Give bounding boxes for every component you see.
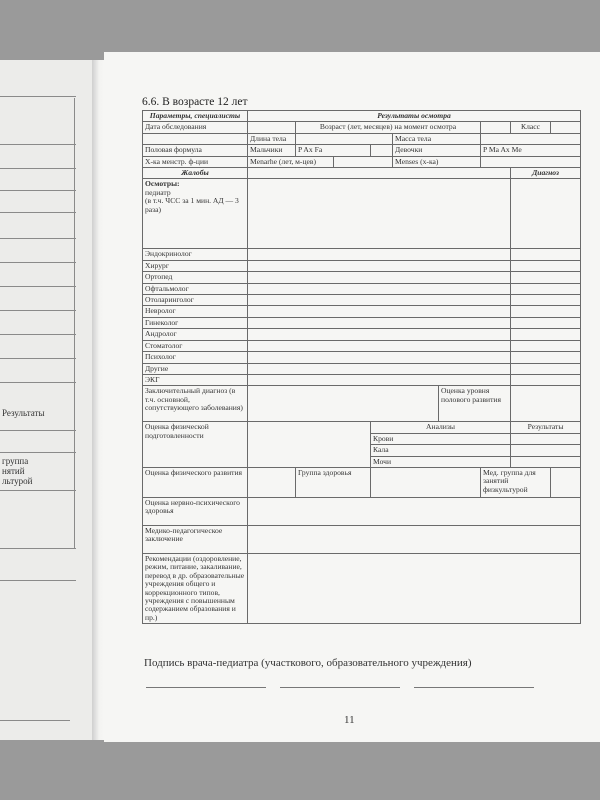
left-rule: [0, 168, 76, 169]
menarhe-value[interactable]: [334, 156, 393, 167]
phys-fitness-label: Оценка физической подготовленности: [143, 422, 248, 468]
age-label: Возраст (лет, месяцев) на момент осмотра: [296, 122, 481, 133]
page-number: 11: [344, 714, 355, 726]
specialist-gynecologist: Гинеколог: [143, 317, 248, 328]
complaints-header: Жалобы: [143, 168, 248, 179]
left-rule: [0, 190, 76, 191]
phys-dev-label: Оценка физического развития: [143, 467, 248, 497]
left-rule: [0, 430, 76, 431]
pediatrician-findings[interactable]: [248, 179, 511, 249]
specialist-endocrinologist: Эндокринолог: [143, 249, 248, 260]
menses-label: Menses (х-ка): [393, 156, 481, 167]
left-rule: [0, 212, 76, 213]
specialist-findings[interactable]: [248, 363, 511, 374]
boys-label: Мальчики: [248, 145, 296, 156]
recommendations-label: Рекомендации (оздоровление, режим, питание, закаливание, перевод в др. образовательные учреждения общего и коррекционного типов, учреждения с повышенным содержанием образования и пр.): [143, 553, 248, 623]
specialist-orthopedist: Ортопед: [143, 272, 248, 283]
recommendations-value[interactable]: [248, 553, 581, 623]
sexual-dev-label: Оценка уровня полового развития: [439, 386, 511, 422]
exam-date-value[interactable]: [248, 122, 296, 133]
left-rule: [0, 334, 76, 335]
blank-cell: [143, 133, 248, 144]
sexual-dev-value[interactable]: [511, 386, 581, 422]
specialist-findings[interactable]: [248, 329, 511, 340]
medped-value[interactable]: [248, 525, 581, 553]
analysis-feces-result[interactable]: [511, 445, 581, 456]
left-classes-label: нятий: [2, 466, 25, 476]
left-rule: [0, 548, 76, 549]
med-group-label: Мед. группа для занятий физкультурой: [481, 467, 551, 497]
signature-line[interactable]: [280, 687, 400, 688]
specialist-diagnosis[interactable]: [511, 352, 581, 363]
left-rule: [0, 286, 76, 287]
left-rule: [0, 580, 76, 581]
left-rule: [0, 452, 76, 453]
pediatrician-diagnosis[interactable]: [511, 179, 581, 249]
specialist-diagnosis[interactable]: [511, 272, 581, 283]
specialist-diagnosis[interactable]: [511, 283, 581, 294]
book-spine: [92, 60, 104, 740]
neuro-label: Оценка нервно-психического здоровья: [143, 497, 248, 525]
left-rule: [0, 382, 76, 383]
signature-caption: Подпись врача-педиатра (участкового, образовательного учреждения): [144, 657, 472, 669]
analyses-header: Анализы: [371, 422, 511, 433]
exam-date-label: Дата обследования: [143, 122, 248, 133]
exams-cell: [143, 179, 248, 249]
specialist-ecg: ЭКГ: [143, 374, 248, 385]
specialist-findings[interactable]: [248, 295, 511, 306]
signature-line[interactable]: [146, 687, 266, 688]
header-params: Параметры, специалисты: [143, 111, 248, 122]
analysis-blood: Крови: [371, 433, 511, 444]
specialist-diagnosis[interactable]: [511, 374, 581, 385]
neuro-value[interactable]: [248, 497, 581, 525]
right-page: [104, 52, 600, 742]
analysis-feces: Кала: [371, 445, 511, 456]
specialist-psychologist: Психолог: [143, 352, 248, 363]
body-mass-value[interactable]: [481, 133, 581, 144]
specialist-diagnosis[interactable]: [511, 317, 581, 328]
specialist-findings[interactable]: [248, 352, 511, 363]
exams-label: Осмотры:: [145, 179, 180, 189]
specialist-diagnosis[interactable]: [511, 295, 581, 306]
left-vertical-rule: [74, 98, 75, 548]
specialist-findings[interactable]: [248, 272, 511, 283]
left-page: [0, 60, 93, 740]
specialist-findings[interactable]: [248, 283, 511, 294]
grade-label: Класс: [511, 122, 551, 133]
specialist-ophthalmologist: Офтальмолог: [143, 283, 248, 294]
specialist-findings[interactable]: [248, 306, 511, 317]
menarhe-label: Menarhe (лет, м-цев): [248, 156, 334, 167]
specialist-diagnosis[interactable]: [511, 260, 581, 271]
specialist-diagnosis[interactable]: [511, 306, 581, 317]
sex-formula-label: Половая формула: [143, 145, 248, 156]
left-rule: [0, 490, 76, 491]
age-value[interactable]: [481, 122, 511, 133]
specialist-diagnosis[interactable]: [511, 329, 581, 340]
left-results-label: Результаты: [2, 408, 45, 418]
left-rule: [0, 144, 76, 145]
complaints-value[interactable]: [248, 168, 511, 179]
left-culture-label: льтурой: [2, 476, 33, 486]
diagnosis-header: Диагноз: [511, 168, 581, 179]
section-title: 6.6. В возрасте 12 лет: [142, 96, 248, 108]
specialist-dentist: Стоматолог: [143, 340, 248, 351]
body-mass-label: Масса тела: [393, 133, 481, 144]
boys-formula: P Ax Fa: [296, 145, 371, 156]
phys-dev-value[interactable]: [248, 467, 296, 497]
specialist-surgeon: Хирург: [143, 260, 248, 271]
left-rule: [0, 358, 76, 359]
specialist-ent: Отоларинголог: [143, 295, 248, 306]
medped-label: Медико-педагогическое заключение: [143, 525, 248, 553]
menses-value[interactable]: [481, 156, 581, 167]
analysis-urine-result[interactable]: [511, 456, 581, 467]
specialist-diagnosis[interactable]: [511, 249, 581, 260]
exam-form-table: [142, 110, 581, 624]
boys-value[interactable]: [371, 145, 393, 156]
girls-label: Девочки: [393, 145, 481, 156]
header-results: Результаты осмотра: [248, 111, 581, 122]
specialist-findings[interactable]: [248, 260, 511, 271]
med-group-value[interactable]: [551, 467, 581, 497]
pediatrician-label: педиатр: [145, 187, 171, 197]
specialist-findings[interactable]: [248, 317, 511, 328]
left-rule: [0, 310, 76, 311]
left-rule: [0, 720, 70, 721]
signature-line[interactable]: [414, 687, 534, 688]
grade-value[interactable]: [551, 122, 581, 133]
specialist-diagnosis[interactable]: [511, 340, 581, 351]
body-length-label: Длина тела: [248, 133, 296, 144]
specialist-findings[interactable]: [248, 340, 511, 351]
health-group-label: Группа здоровья: [296, 467, 371, 497]
menstr-label: Х-ка менстр. ф-ции: [143, 156, 248, 167]
results-header: Результаты: [511, 422, 581, 433]
pediatrician-note: (в т.ч. ЧСС за 1 мин. АД — 3 раза): [145, 196, 239, 214]
left-rule: [0, 262, 76, 263]
analysis-urine: Мочи: [371, 456, 511, 467]
left-rule: [0, 238, 76, 239]
body-length-value[interactable]: [296, 133, 393, 144]
girls-formula: P Ma Ax Me: [481, 145, 581, 156]
final-diagnosis-value[interactable]: [248, 386, 439, 422]
specialist-others: Другие: [143, 363, 248, 374]
final-diagnosis-label: Заключительный диагноз (в т.ч. основной, сопутствующего заболевания): [143, 386, 248, 422]
specialist-findings[interactable]: [248, 249, 511, 260]
analysis-blood-result[interactable]: [511, 433, 581, 444]
specialist-findings[interactable]: [248, 374, 511, 385]
specialist-neurologist: Невролог: [143, 306, 248, 317]
specialist-diagnosis[interactable]: [511, 363, 581, 374]
phys-fitness-value[interactable]: [248, 422, 371, 468]
health-group-value[interactable]: [371, 467, 481, 497]
left-rule: [0, 96, 76, 97]
specialist-andrologist: Андролог: [143, 329, 248, 340]
left-group-label: группа: [2, 456, 29, 466]
